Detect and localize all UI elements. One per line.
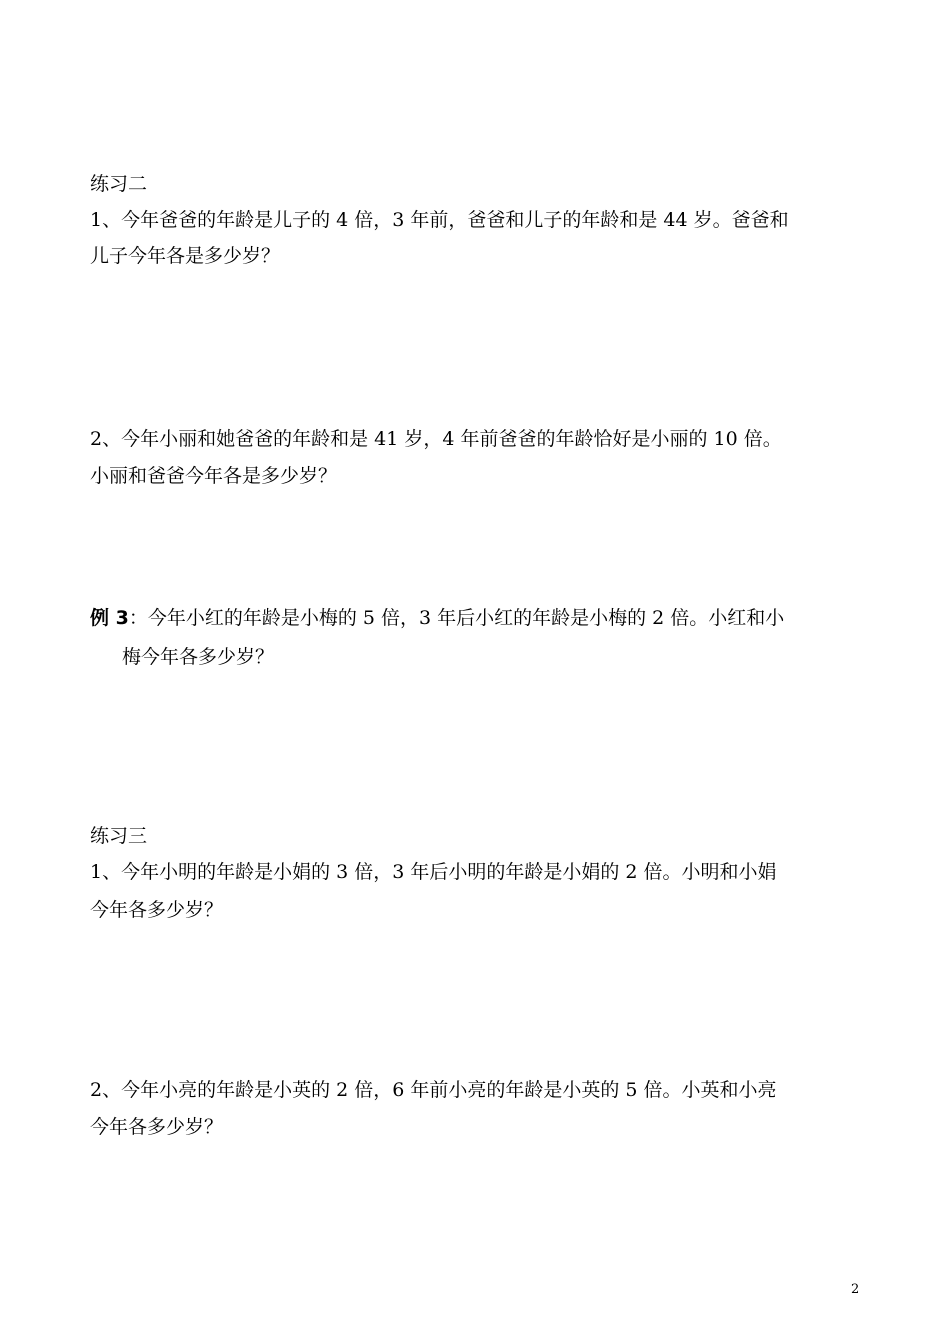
exercise-2-question-1-line-1: 1、今年爸爸的年龄是儿子的 4 倍，3 年前，爸爸和儿子的年龄和是 44 岁。爸爸和 — [90, 209, 789, 231]
exercise-2-question-2-line-2: 小丽和爸爸今年各是多少岁？ — [90, 465, 338, 487]
example-3-line-1 — [90, 606, 880, 630]
page-number: 2 — [851, 1282, 860, 1297]
exercise-3-question-1-line-1: 1、今年小明的年龄是小娟的 3 倍，3 年后小明的年龄是小娟的 2 倍。小明和小娟 — [90, 861, 777, 883]
exercise-3-question-1-line-2: 今年各多少岁？ — [90, 899, 224, 921]
exercise-3-heading: 练习三 — [90, 825, 148, 847]
example-3-text: ：今年小红的年龄是小梅的 5 倍，3 年后小红的年龄是小梅的 2 倍。小红和小 — [128, 607, 785, 629]
exercise-2-heading: 练习二 — [90, 173, 148, 195]
exercise-3-question-2-line-2: 今年各多少岁？ — [90, 1116, 224, 1138]
example-3-label: 例 3 — [90, 607, 129, 629]
exercise-3-question-2-line-1: 2、今年小亮的年龄是小英的 2 倍，6 年前小亮的年龄是小英的 5 倍。小英和小亮 — [90, 1079, 777, 1101]
example-3-line-2: 梅今年各多少岁？ — [122, 646, 275, 668]
exercise-2-question-2-line-1: 2、今年小丽和她爸爸的年龄和是 41 岁，4 年前爸爸的年龄恰好是小丽的 10 倍。 — [90, 428, 782, 450]
exercise-2-question-1-line-2: 儿子今年各是多少岁？ — [90, 245, 281, 267]
